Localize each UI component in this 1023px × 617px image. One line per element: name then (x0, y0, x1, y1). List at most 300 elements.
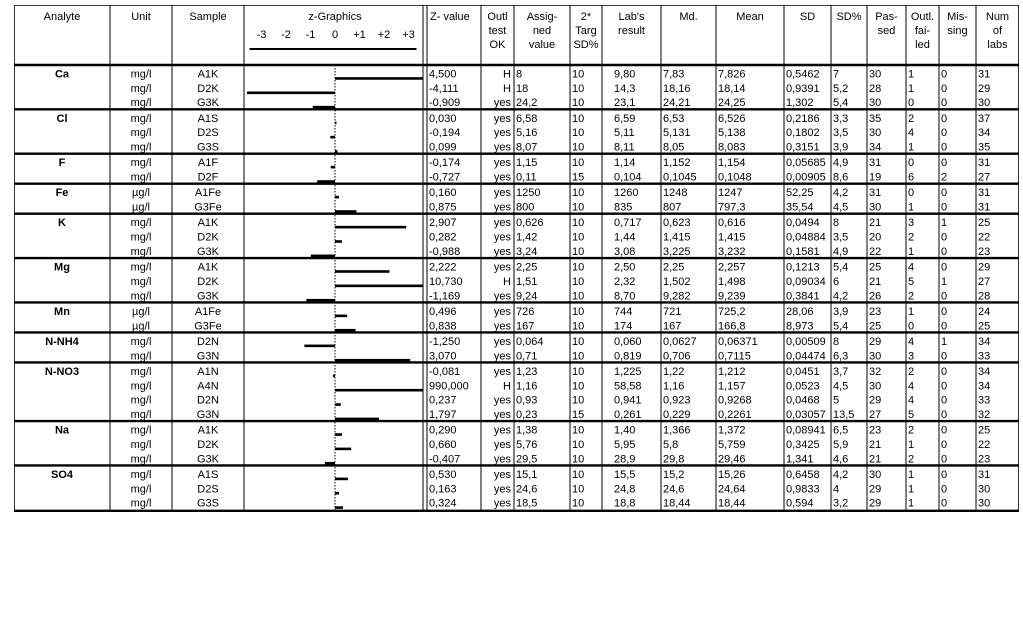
cell-sd-pct: 3,9 (833, 141, 849, 154)
cell-labs-result: 24,8 (614, 483, 636, 496)
cell-z-value: 0,660 (429, 438, 457, 451)
cell-target-sd: 10 (572, 438, 585, 451)
cell-assigned-value: 1250 (516, 187, 541, 200)
cell-median: 3,225 (663, 245, 691, 258)
cell-labs-result: 8,70 (614, 290, 636, 303)
header-passed: Pas- (875, 11, 898, 23)
cell-median: 24,21 (663, 97, 691, 110)
cell-median: 0,623 (663, 217, 691, 230)
cell-z-value: 0,160 (429, 187, 457, 200)
cell-median: 18,16 (663, 82, 691, 95)
cell-passed: 35 (869, 112, 882, 125)
cell-missing: 0 (941, 68, 948, 81)
cell-missing: 0 (941, 245, 948, 258)
cell-median: 167 (663, 320, 682, 333)
cell-assigned-value: 24,2 (516, 97, 538, 110)
header-assigned-value: ned (532, 25, 552, 37)
cell-z-value: 0,163 (429, 483, 457, 496)
cell-outlier-test: yes (493, 497, 511, 510)
cell-outl-failed: 1 (908, 497, 915, 510)
cell-z-value: 0,099 (429, 141, 457, 154)
cell-missing: 0 (941, 201, 948, 214)
cell-sample: A1K (197, 261, 219, 274)
cell-labs-result: 835 (614, 201, 633, 214)
cell-unit: mg/l (130, 112, 152, 125)
cell-passed: 34 (869, 141, 882, 154)
cell-assigned-value: 0,93 (516, 394, 538, 407)
cell-median: 1,502 (663, 275, 691, 288)
header-z-tick: +1 (353, 29, 366, 41)
cell-z-value: 3,070 (429, 350, 457, 363)
cell-outl-failed: 1 (908, 468, 915, 481)
cell-unit: mg/l (130, 171, 152, 184)
z-score-bar (331, 166, 335, 169)
cell-sample: D2K (197, 275, 219, 288)
cell-passed: 32 (869, 365, 882, 378)
cell-num-labs: 24 (978, 305, 991, 318)
cell-median: 24,6 (663, 483, 685, 496)
cell-outlier-test: yes (493, 157, 511, 170)
cell-missing: 0 (941, 497, 948, 510)
cell-mean: 0,616 (718, 217, 746, 230)
cell-unit: mg/l (130, 127, 152, 140)
cell-z-value: 0,324 (429, 497, 457, 510)
cell-outlier-test: yes (493, 171, 511, 184)
cell-outlier-test: yes (493, 141, 511, 154)
cell-z-value: -0,909 (429, 97, 461, 110)
cell-sd: 0,1213 (786, 261, 820, 274)
cell-labs-result: 174 (614, 320, 633, 333)
cell-unit: mg/l (130, 82, 152, 95)
cell-z-value: -0,407 (429, 453, 461, 466)
cell-mean: 24,25 (718, 97, 746, 110)
cell-z-value: -1,250 (429, 335, 461, 348)
cell-labs-result: 58,58 (614, 380, 642, 393)
cell-missing: 0 (941, 141, 948, 154)
cell-median: 0,923 (663, 394, 691, 407)
cell-outl-failed: 5 (908, 275, 915, 288)
cell-labs-result: 744 (614, 305, 633, 318)
cell-outl-failed: 0 (908, 320, 915, 333)
cell-sd: 0,00509 (786, 335, 826, 348)
header-labs-result: result (618, 25, 645, 37)
cell-sd-pct: 3,9 (833, 305, 849, 318)
cell-assigned-value: 5,16 (516, 127, 538, 140)
cell-target-sd: 10 (572, 217, 585, 230)
cell-z-value: 0,530 (429, 468, 457, 481)
cell-labs-result: 1,44 (614, 231, 636, 244)
cell-z-value: 2,222 (429, 261, 457, 274)
cell-assigned-value: 1,38 (516, 424, 538, 437)
cell-unit: mg/l (130, 275, 152, 288)
cell-sample: D2N (196, 394, 220, 407)
z-score-bar (335, 506, 343, 509)
cell-passed: 25 (869, 261, 882, 274)
cell-sd-pct: 5 (833, 394, 840, 407)
z-score-bar (335, 226, 406, 229)
cell-assigned-value: 3,24 (516, 245, 538, 258)
cell-labs-result: 8,11 (614, 141, 635, 154)
header-assigned-value: value (528, 39, 556, 51)
cell-unit: mg/l (130, 261, 152, 274)
cell-z-value: 0,496 (429, 305, 457, 318)
cell-assigned-value: 0,626 (516, 217, 544, 230)
cell-assigned-value: 1,23 (516, 365, 538, 378)
header-passed: sed (877, 25, 896, 37)
cell-target-sd: 10 (572, 365, 585, 378)
cell-labs-result: 14,3 (614, 82, 636, 95)
cell-num-labs: 23 (978, 245, 991, 258)
cell-target-sd: 10 (572, 275, 585, 288)
z-score-bar (313, 106, 335, 109)
cell-mean: 166,8 (718, 320, 746, 333)
cell-sd-pct: 5,9 (833, 438, 849, 451)
cell-mean: 725,2 (718, 305, 746, 318)
cell-median: 1,16 (663, 380, 685, 393)
cell-outlier-test: yes (493, 245, 511, 258)
cell-passed: 30 (869, 201, 882, 214)
cell-missing: 0 (941, 380, 948, 393)
header-median: Md. (679, 11, 698, 23)
cell-median: 5,131 (663, 127, 691, 140)
cell-sd: 0,08941 (786, 424, 826, 437)
cell-labs-result: 18,8 (614, 497, 636, 510)
cell-unit: µg/l (132, 201, 150, 214)
cell-sd-pct: 4,6 (833, 453, 849, 466)
header-z-tick: -3 (256, 29, 267, 41)
cell-passed: 30 (869, 127, 882, 140)
cell-labs-result: 23,1 (614, 97, 636, 110)
cell-outlier-test: yes (493, 408, 511, 421)
cell-median: 1248 (663, 187, 688, 200)
cell-num-labs: 30 (978, 483, 991, 496)
cell-unit: mg/l (130, 394, 152, 407)
cell-assigned-value: 1,15 (516, 157, 538, 170)
cell-sample: D2K (197, 438, 219, 451)
cell-missing: 0 (941, 408, 948, 421)
cell-outl-failed: 1 (908, 245, 915, 258)
cell-z-value: -0,174 (429, 157, 461, 170)
cell-passed: 21 (869, 453, 882, 466)
cell-mean: 1,498 (718, 275, 746, 288)
cell-assigned-value: 726 (516, 305, 535, 318)
cell-sd: 0,3425 (786, 438, 820, 451)
cell-sample: D2N (196, 335, 220, 348)
cell-sd-pct: 5,4 (833, 320, 849, 333)
cell-mean: 15,26 (718, 468, 746, 481)
cell-sd-pct: 6,3 (833, 350, 849, 363)
cell-outl-failed: 1 (908, 68, 915, 81)
cell-outl-failed: 1 (908, 201, 915, 214)
cell-sd: 28,06 (786, 305, 814, 318)
analyte-label: Na (54, 424, 70, 437)
cell-sd-pct: 4,2 (833, 187, 849, 200)
cell-unit: mg/l (130, 157, 152, 170)
cell-mean: 7,826 (718, 68, 746, 81)
cell-missing: 1 (941, 335, 948, 348)
cell-outl-failed: 1 (908, 82, 915, 95)
cell-outl-failed: 4 (908, 394, 915, 407)
cell-outl-failed: 0 (908, 187, 915, 200)
cell-passed: 21 (869, 275, 882, 288)
cell-outl-failed: 3 (908, 217, 915, 230)
cell-labs-result: 0,060 (614, 335, 642, 348)
cell-outlier-test: yes (493, 201, 511, 214)
cell-sample: D2F (197, 171, 219, 184)
cell-passed: 31 (869, 187, 882, 200)
cell-labs-result: 2,32 (614, 275, 636, 288)
cell-outlier-test: yes (493, 261, 511, 274)
header-missing: sing (947, 25, 968, 37)
analyte-label: K (58, 217, 66, 230)
cell-median: 1,415 (663, 231, 691, 244)
analyte-label: Mn (54, 305, 70, 318)
cell-outlier-test: yes (493, 424, 511, 437)
cell-unit: mg/l (130, 290, 152, 303)
cell-mean: 0,7115 (718, 350, 751, 363)
header-assigned-value: Assig- (526, 11, 558, 23)
cell-median: 0,706 (663, 350, 691, 363)
cell-sd: 0,0468 (786, 394, 820, 407)
cell-missing: 1 (941, 217, 948, 230)
cell-sample: A1S (197, 112, 219, 125)
cell-mean: 5,138 (718, 127, 746, 140)
cell-sd-pct: 4,5 (833, 201, 849, 214)
cell-sd: 0,0494 (786, 217, 820, 230)
cell-outl-failed: 1 (908, 305, 915, 318)
cell-num-labs: 31 (978, 187, 991, 200)
cell-mean: 2,257 (718, 261, 746, 274)
cell-outl-failed: 4 (908, 261, 915, 274)
cell-outl-failed: 6 (908, 171, 915, 184)
cell-unit: µg/l (132, 305, 150, 318)
cell-assigned-value: 18 (516, 82, 529, 95)
cell-outl-failed: 2 (908, 231, 915, 244)
cell-assigned-value: 0,064 (516, 335, 544, 348)
cell-labs-result: 5,11 (614, 127, 635, 140)
header-num-labs: Num (985, 11, 1010, 23)
z-score-bar (317, 180, 335, 183)
cell-passed: 29 (869, 483, 882, 496)
cell-unit: mg/l (130, 380, 152, 393)
header-outlier-test: Outl (487, 11, 508, 23)
cell-num-labs: 31 (978, 468, 991, 481)
cell-outlier-test: yes (493, 335, 511, 348)
cell-sd: 0,1802 (786, 127, 820, 140)
cell-passed: 29 (869, 335, 882, 348)
cell-passed: 20 (869, 231, 882, 244)
cell-passed: 30 (869, 350, 882, 363)
cell-z-value: 0,290 (429, 424, 457, 437)
header-labs-result: Lab's (618, 11, 645, 23)
cell-sample: G3S (196, 497, 220, 510)
cell-target-sd: 15 (572, 408, 585, 421)
cell-sd: 0,3841 (786, 290, 820, 303)
cell-sample: A1N (197, 365, 219, 378)
cell-outl-failed: 2 (908, 365, 915, 378)
cell-sample: D2K (197, 231, 219, 244)
cell-sd-pct: 3,7 (833, 365, 849, 378)
cell-mean: 0,06371 (718, 335, 758, 348)
header-z-value: Z- value (430, 11, 470, 23)
cell-missing: 0 (941, 394, 948, 407)
cell-z-value: -1,169 (429, 290, 461, 303)
cell-missing: 0 (941, 187, 948, 200)
cell-sd: 0,1581 (786, 245, 820, 258)
cell-labs-result: 15,5 (614, 468, 636, 481)
z-score-bar (335, 315, 347, 318)
cell-target-sd: 10 (572, 305, 585, 318)
cell-median: 1,152 (663, 157, 691, 170)
header-num-labs: labs (987, 39, 1008, 51)
cell-median: 1,22 (663, 365, 685, 378)
cell-assigned-value: 0,11 (516, 171, 537, 184)
header-zgraphics-title: z-Graphics (308, 11, 362, 23)
cell-labs-result: 9,80 (614, 68, 636, 81)
cell-labs-result: 28,9 (614, 453, 636, 466)
cell-sd: 0,5462 (786, 68, 820, 81)
cell-sample: A1F (197, 157, 219, 170)
cell-sd-pct: 3,3 (833, 112, 849, 125)
cell-target-sd: 10 (572, 350, 585, 363)
results-table-svg (14, 5, 1019, 605)
cell-outlier-test: yes (493, 350, 511, 363)
cell-sd-pct: 8 (833, 217, 840, 230)
cell-assigned-value: 0,23 (516, 408, 538, 421)
cell-missing: 0 (941, 261, 948, 274)
cell-unit: mg/l (130, 408, 152, 421)
cell-target-sd: 10 (572, 497, 585, 510)
header-missing: Mis- (947, 11, 968, 23)
cell-outlier-test: yes (493, 127, 511, 140)
cell-labs-result: 0,941 (614, 394, 642, 407)
cell-sd: 35,54 (786, 201, 814, 214)
cell-target-sd: 10 (572, 187, 585, 200)
cell-outl-failed: 4 (908, 127, 915, 140)
cell-sd: 0,6458 (786, 468, 820, 481)
cell-sd: 52,25 (786, 187, 814, 200)
cell-missing: 0 (941, 112, 948, 125)
cell-assigned-value: 800 (516, 201, 535, 214)
cell-num-labs: 31 (978, 68, 991, 81)
cell-sd-pct: 8 (833, 335, 840, 348)
cell-assigned-value: 24,6 (516, 483, 538, 496)
cell-sample: G3S (196, 141, 220, 154)
cell-passed: 30 (869, 97, 882, 110)
cell-sd-pct: 5,2 (833, 82, 849, 95)
header-z-tick: +3 (402, 29, 415, 41)
cell-labs-result: 0,261 (614, 408, 642, 421)
cell-labs-result: 0,819 (614, 350, 642, 363)
cell-median: 2,25 (663, 261, 685, 274)
header-mean: Mean (736, 11, 764, 23)
cell-sd: 0,2186 (786, 112, 820, 125)
cell-passed: 19 (869, 171, 882, 184)
cell-missing: 1 (941, 275, 948, 288)
cell-outl-failed: 4 (908, 380, 915, 393)
cell-outlier-test: H (503, 82, 511, 95)
cell-sample: A1K (197, 217, 219, 230)
cell-unit: mg/l (130, 335, 152, 348)
cell-outl-failed: 0 (908, 97, 915, 110)
z-score-bar (330, 136, 335, 139)
cell-passed: 29 (869, 394, 882, 407)
cell-passed: 27 (869, 408, 882, 421)
header-z-tick: +2 (377, 29, 391, 41)
cell-sd: 0,00905 (786, 171, 826, 184)
cell-passed: 21 (869, 217, 882, 230)
cell-mean: 0,2261 (718, 408, 752, 421)
z-score-bar (335, 240, 342, 243)
cell-passed: 30 (869, 468, 882, 481)
cell-z-value: -0,081 (429, 365, 461, 378)
cell-num-labs: 34 (978, 127, 991, 140)
cell-assigned-value: 5,76 (516, 438, 538, 451)
z-score-bar (306, 299, 335, 302)
cell-median: 0,229 (663, 408, 691, 421)
cell-passed: 23 (869, 305, 882, 318)
cell-passed: 31 (869, 157, 882, 170)
cell-num-labs: 29 (978, 82, 991, 95)
cell-num-labs: 33 (978, 350, 991, 363)
cell-z-value: -0,194 (429, 127, 461, 140)
cell-sd-pct: 6 (833, 275, 840, 288)
cell-sd-pct: 4 (833, 483, 840, 496)
cell-target-sd: 10 (572, 82, 585, 95)
cell-target-sd: 10 (572, 97, 585, 110)
cell-outlier-test: H (503, 380, 511, 393)
cell-sd-pct: 6,5 (833, 424, 849, 437)
header-outl-failed: Outl. (910, 11, 935, 23)
header-outl-failed: fai- (914, 25, 931, 37)
cell-mean: 0,9268 (718, 394, 752, 407)
cell-assigned-value: 15,1 (516, 468, 538, 481)
cell-sample: G3K (196, 290, 220, 303)
cell-z-value: 0,875 (429, 201, 457, 214)
cell-labs-result: 1,40 (614, 424, 636, 437)
cell-sample: G3K (196, 453, 220, 466)
cell-sd: 0,05685 (786, 157, 826, 170)
analyte-label: SO4 (50, 468, 74, 481)
cell-assigned-value: 8,07 (516, 141, 538, 154)
cell-num-labs: 22 (978, 231, 991, 244)
cell-sd-pct: 3,5 (833, 231, 849, 244)
cell-target-sd: 10 (572, 261, 585, 274)
cell-assigned-value: 6,58 (516, 112, 538, 125)
z-score-bar (335, 418, 379, 421)
cell-median: 0,1045 (663, 171, 697, 184)
cell-target-sd: 10 (572, 245, 585, 258)
cell-num-labs: 22 (978, 438, 991, 451)
cell-assigned-value: 2,25 (516, 261, 538, 274)
header-z-tick: -1 (305, 29, 316, 41)
cell-outlier-test: H (503, 275, 511, 288)
cell-z-value: -0,988 (429, 245, 461, 258)
cell-sd: 8,973 (786, 320, 814, 333)
cell-passed: 30 (869, 68, 882, 81)
cell-mean: 797,3 (718, 201, 746, 214)
header-num-labs: of (992, 25, 1003, 37)
cell-outlier-test: yes (493, 320, 511, 333)
cell-missing: 0 (941, 290, 948, 303)
cell-median: 29,8 (663, 453, 685, 466)
cell-passed: 25 (869, 320, 882, 333)
z-score-bar (335, 433, 342, 436)
cell-target-sd: 10 (572, 424, 585, 437)
cell-mean: 9,239 (718, 290, 746, 303)
cell-missing: 0 (941, 424, 948, 437)
cell-mean: 24,64 (718, 483, 746, 496)
